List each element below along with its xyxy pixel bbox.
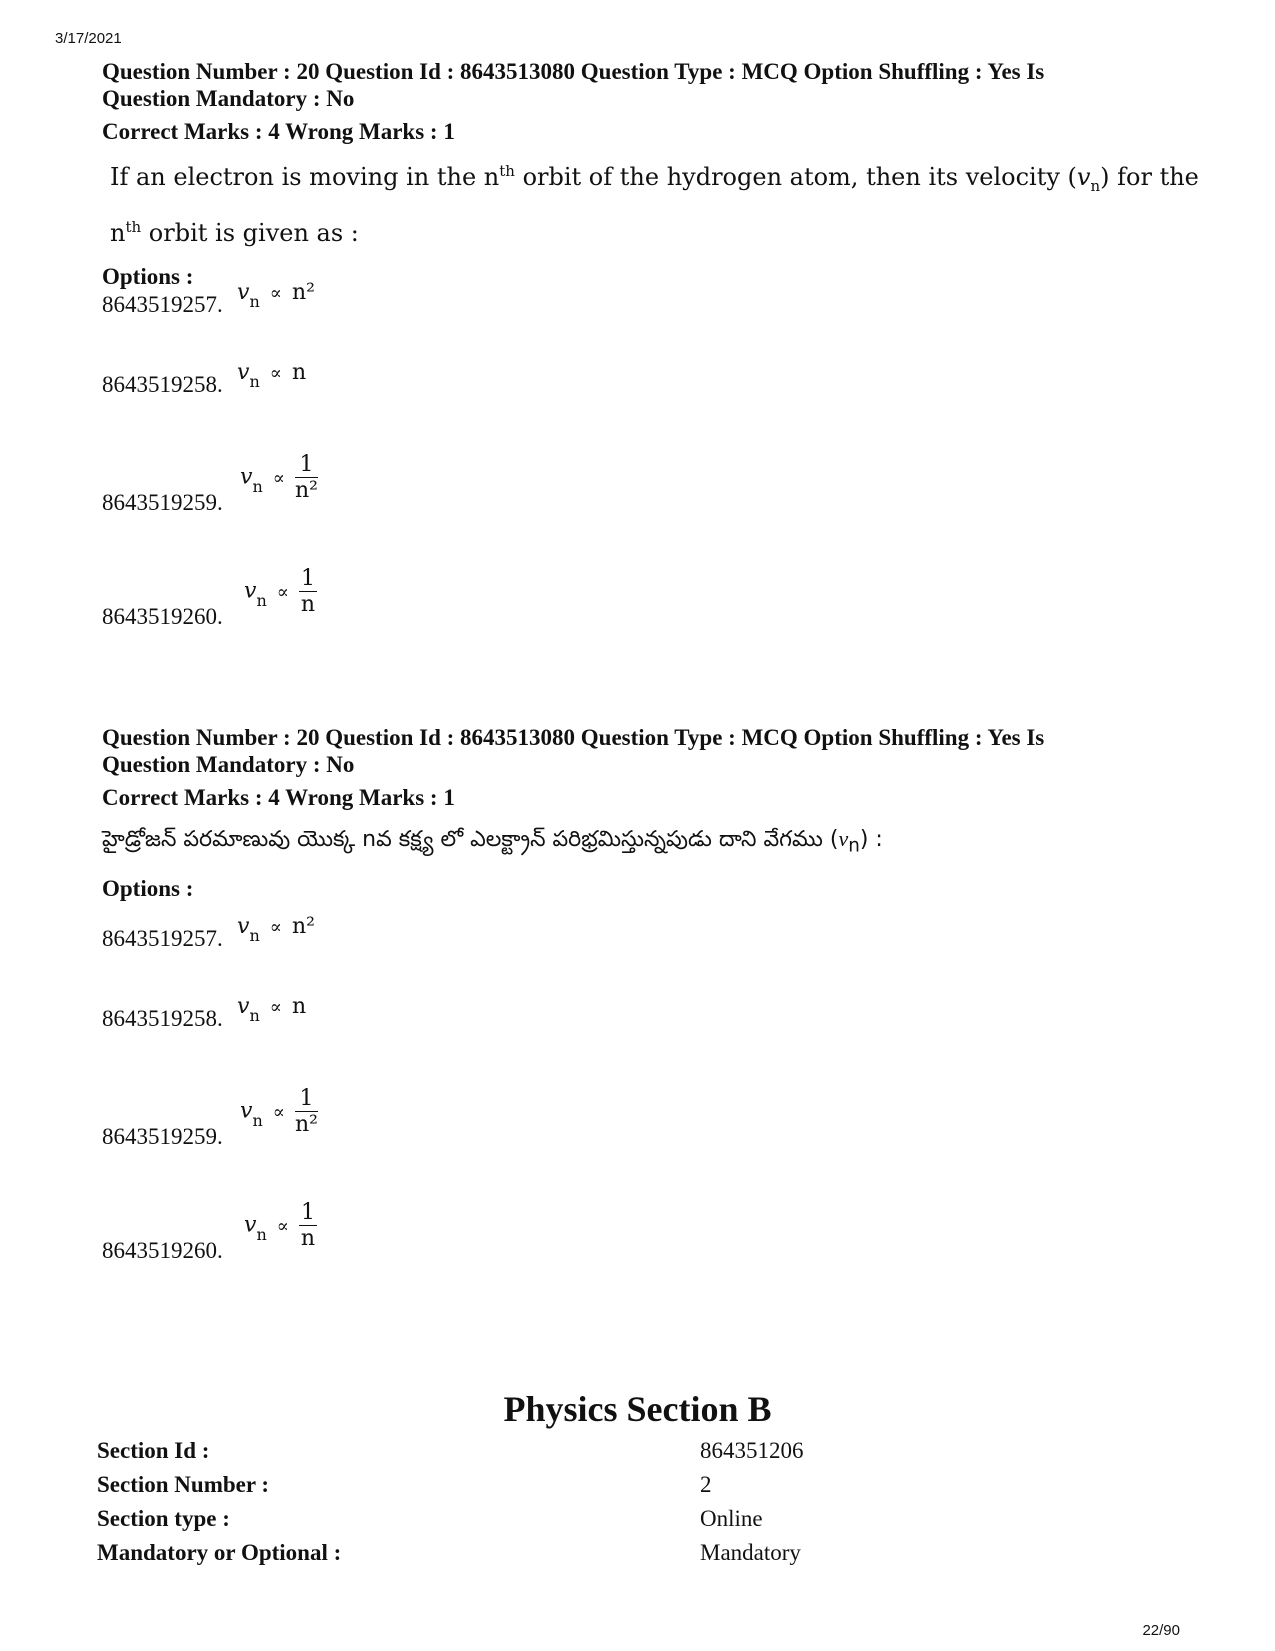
option-id: 8643519260. [102,1238,223,1263]
question-text-part: ) for the n [110,163,1199,247]
section-row-label: Section Id : [97,1438,210,1463]
question-marks: Correct Marks : 4 Wrong Marks : 1 [102,119,455,144]
section-title: Physics Section B [503,1389,772,1429]
question-header-line2: Question Mandatory : No [102,752,355,777]
section-row [97,1472,269,1498]
option-formula: $v_n$ ∝ $\frac{1}{n}$ [244,1200,316,1251]
question-text [102,819,1202,866]
option-formula: $v_n \propto n$ [237,360,307,391]
option-formula: $v_n \propto n^2$ [237,914,315,945]
section-row-value: Mandatory [700,1540,801,1565]
velocity-subscript: n [1090,176,1101,195]
question-header [102,58,1202,112]
question-text-part: orbit is given as : [141,218,359,247]
question-block-english [102,58,1202,290]
section-row-label: Mandatory or Optional : [97,1540,342,1565]
section-row [97,1506,230,1532]
option-formula: $v_n$ ∝ $\frac{1}{\text{n²}}$ [240,1086,318,1137]
question-block-telugu [102,724,1202,902]
section-row [97,1540,341,1566]
option-id: 8643519258. [102,372,223,397]
option-formula: $v_n$ ∝ $\frac{1}{\text{n²}}$ [240,452,318,503]
velocity-subscript: n [848,835,860,857]
superscript-th: th [125,217,142,236]
options-label: Options : [102,876,194,902]
question-text-telugu: హైడ్రోజన్ పరమాణువు యొక్క nవ కక్ష్య లో ఎలక్ట్రాన్ పరిభ్రమిస్తున్నపుడు దాని వేగము ( [102,827,839,852]
question-header-line2: Question Mandatory : No [102,86,355,111]
option-id: 8643519259. [102,490,223,515]
question-text-part: If an electron is moving in the n [110,163,500,191]
question-text [110,151,1202,254]
section-row-value: 864351206 [700,1438,804,1463]
question-marks: Correct Marks : 4 Wrong Marks : 1 [102,785,455,810]
option-id: 8643519258. [102,1006,223,1031]
option-formula: $v_n \propto n^2$ [237,280,315,311]
section-row-value: 2 [700,1472,712,1497]
velocity-symbol: v [1076,163,1091,191]
option-formula: $v_n$ ∝ $\frac{1}{n}$ [244,566,316,617]
superscript-th: th [499,162,515,180]
question-header [102,724,1202,778]
velocity-symbol: v [838,826,849,851]
question-header-line1: Question Number : 20 Question Id : 8643513080 Question Type : MCQ Option Shuffling : Yes Is [102,59,1045,84]
option-id: 8643519257. [102,292,223,317]
section-row-label: Section type : [97,1506,230,1531]
option-id: 8643519259. [102,1124,223,1149]
page-number: 22/90 [1142,1622,1180,1639]
question-text-part: orbit of the hydrogen atom, then its velocity ( [514,163,1077,191]
option-formula: $v_n \propto n$ [237,994,307,1025]
section-row [97,1438,209,1464]
option-id: 8643519257. [102,926,223,951]
options-label: Options : [102,263,194,289]
section-row-value: Online [700,1506,763,1531]
question-text-end: ) : [859,827,883,852]
section-row-label: Section Number : [97,1472,270,1497]
print-date: 3/17/2021 [55,30,122,47]
option-id: 8643519260. [102,604,223,629]
question-header-line1: Question Number : 20 Question Id : 8643513080 Question Type : MCQ Option Shuffling : Yes Is [102,725,1045,750]
